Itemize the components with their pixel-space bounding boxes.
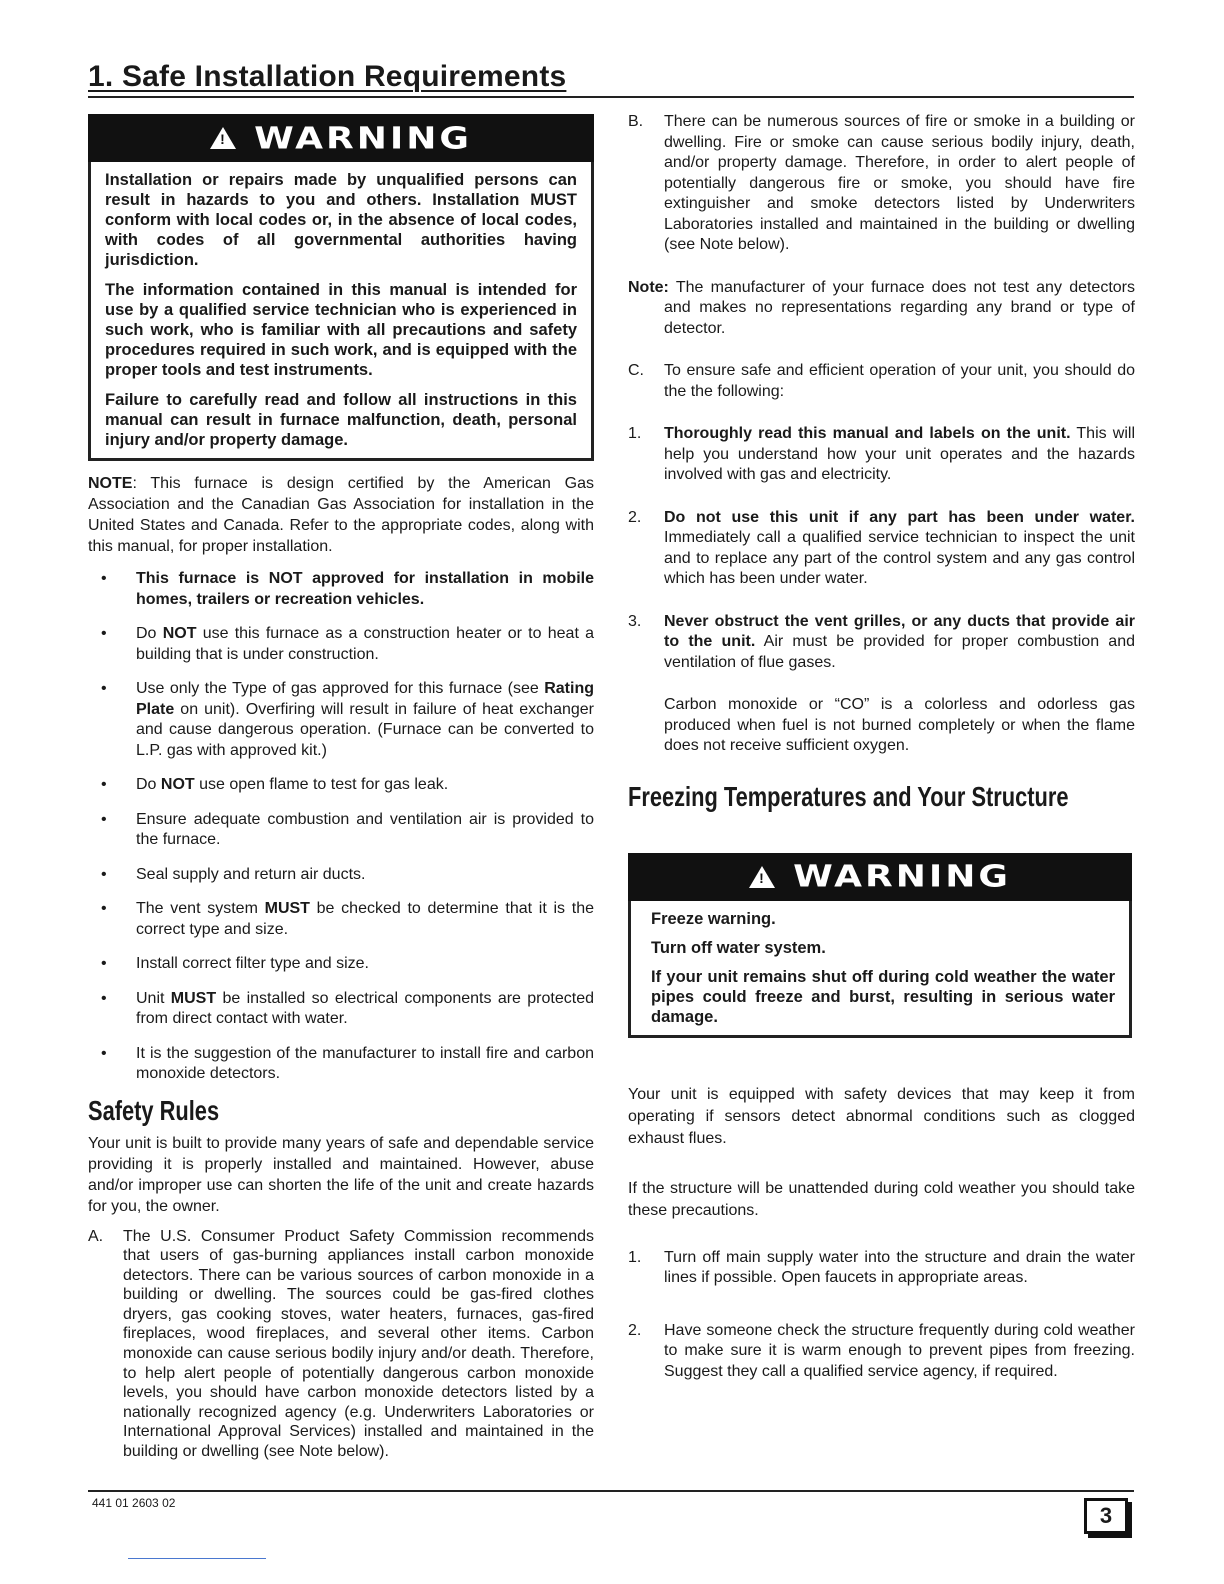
detector-note	[628, 278, 1135, 340]
list-item	[88, 954, 594, 975]
bullet-text: Install correct filter type and size.	[136, 955, 369, 972]
warning-paragraph: Failure to carefully read and follow all instructions in this manual can result in furnace malfunction, death, personal injury and/or property damage.	[105, 391, 577, 449]
page-title-bar	[88, 60, 1134, 98]
item-label: C.	[628, 362, 644, 379]
right-column	[628, 112, 1135, 1382]
bullet-text: The vent system	[136, 900, 265, 917]
item-label: 3.	[628, 612, 642, 630]
list-item	[88, 899, 594, 940]
bullet-text: on unit). Overfiring will result in failure of heat exchanger and cause dangerous operation. (Furnace can be converted to L.P. gas with approved kit.)	[136, 700, 594, 759]
bullet-emphasis: Rating Plate	[136, 680, 594, 718]
safety-rules-heading: Safety Rules	[88, 1094, 220, 1126]
item-text: Have someone check the structure frequently during cold weather to make sure it is warm enough to prevent pipes from freezing. Suggest they call a qualified service agency, if required.	[664, 1321, 1135, 1380]
bullet-icon: •	[101, 680, 107, 697]
freezing-heading: Freezing Temperatures and Your Structure	[628, 780, 1069, 812]
note-label: NOTE	[88, 475, 133, 492]
freeze-step	[628, 1248, 1135, 1289]
bullet-text: Do	[136, 625, 163, 642]
list-item	[88, 624, 594, 665]
item-text: Turn off main supply water into the structure and drain the water lines if possible. Open faucets in appropriate areas.	[664, 1248, 1135, 1286]
item-label: A.	[88, 1227, 104, 1245]
step-emphasis: Do not use this unit if any part has been under water.	[664, 508, 1135, 526]
bullet-text: use this furnace as a construction heater or to heat a building that is under construction.	[136, 625, 595, 663]
footer-line	[128, 1558, 266, 1559]
freeze-warning-box	[628, 853, 1132, 1038]
warning-paragraph: If your unit remains shut off during cold weather the water pipes could freeze and burst, resulting in serious water damage.	[651, 967, 1115, 1026]
bullet-text: Use only the Type of gas approved for this furnace (see	[136, 680, 545, 697]
requirements-list	[88, 569, 594, 1085]
item-text: Air must be provided for proper combustion and ventilation of flue gases.	[664, 633, 1136, 671]
warning-banner	[88, 114, 594, 162]
warning-banner	[628, 853, 1132, 901]
bullet-icon: •	[101, 900, 107, 917]
item-label: 1.	[628, 1248, 642, 1266]
bullet-icon: •	[101, 810, 107, 828]
bullet-icon: •	[101, 570, 107, 587]
warning-paragraph: The information contained in this manual is intended for use by a qualified service technician who is experienced in such work, who is familiar with all precautions and safety procedures required in such work, and is equipped with the proper tools and test instruments.	[105, 281, 577, 379]
bullet-text: be installed so electrical components are protected from direct contact with water.	[136, 989, 594, 1027]
bullet-icon: •	[101, 865, 107, 883]
freeze-step	[628, 1321, 1135, 1383]
step-item	[628, 424, 1135, 486]
list-item	[88, 989, 594, 1030]
bullet-text: Ensure adequate combustion and ventilation air is provided to the furnace.	[136, 810, 594, 848]
list-item	[88, 679, 594, 761]
bullet-icon: •	[101, 955, 107, 972]
list-item	[88, 810, 594, 851]
safety-item-a	[88, 1227, 594, 1462]
warning-paragraph: Freeze warning.	[651, 909, 776, 928]
item-label: B.	[628, 113, 644, 130]
bullet-text: Seal supply and return air ducts.	[136, 865, 366, 883]
safety-item-b	[628, 112, 1135, 256]
co-paragraph	[628, 695, 1135, 757]
bullet-text: It is the suggestion of the manufacturer to install fire and carbon monoxide detectors.	[136, 1044, 594, 1082]
warning-heading: WARNING	[254, 120, 472, 156]
warning-triangle-icon	[210, 127, 236, 149]
step-emphasis: Never obstruct the vent grilles, or any ducts that provide air to the unit.	[664, 612, 1135, 650]
bullet-icon: •	[101, 776, 107, 793]
page-title: 1. Safe Installation Requirements	[88, 60, 567, 93]
note-paragraph	[88, 473, 594, 557]
step-item	[628, 612, 1135, 674]
list-item	[88, 1044, 594, 1085]
item-text: There can be numerous sources of fire or smoke in a building or dwelling. Fire or smoke can cause serious bodily injury, death, and/or property damage. Therefore, in order to alert people of potentially dangerous fire or smoke, you should have fire extinguisher and smoke detectors listed by Underwriters Laboratories installed and maintained in the building or dwelling (see Note below).	[664, 113, 1135, 253]
bullet-icon: •	[101, 1044, 107, 1062]
bullet-text: use open flame to test for gas leak.	[194, 776, 449, 793]
note-text: : This furnace is design certified by the American Gas Association and the Canadian Gas Association for installation in the United States and Canada. Refer to the appropriate codes, along with this manual, for proper installation.	[88, 475, 594, 555]
bullet-emphasis: NOT	[160, 776, 195, 793]
step-emphasis: Thoroughly read this manual and labels on the unit.	[664, 425, 1071, 442]
bullet-text: Do	[136, 776, 161, 793]
list-item	[88, 775, 594, 796]
item-text: The U.S. Consumer Product Safety Commission recommends that users of gas-burning appliances install carbon monoxide detectors. There can be various sources of carbon monoxide in a building or dwelling. The sources could be gas-fired clothes dryers, gas cooking stoves, water heaters, furnaces, gas-fired fireplaces, wood fireplaces, and several other items. Carbon monoxide can cause serious bodily injury and/or death. Therefore, to help alert people of potentially dangerous carbon monoxide levels, you should have carbon monoxide detectors listed by a nationally recognized agency (e.g. Underwriters Laboratories or International Approval Services) installed and maintained in the building or dwelling (see Note below).	[123, 1227, 594, 1461]
left-column	[88, 114, 594, 1462]
note-text	[628, 279, 1135, 337]
step-item	[628, 508, 1135, 590]
bullet-emphasis: NOT	[162, 625, 197, 642]
warning-triangle-icon	[749, 866, 775, 888]
footer-rule	[88, 1490, 1134, 1492]
item-text: Carbon monoxide or “CO” is a colorless and odorless gas produced when fuel is not burned completely or when the flame does not receive sufficient oxygen.	[664, 696, 1135, 754]
freeze-paragraph: Your unit is equipped with safety devices that may keep it from operating if sensors detect abnormal conditions such as clogged exhaust flues.	[628, 1085, 1135, 1147]
bullet-text: Unit	[136, 989, 171, 1007]
bullet-icon: •	[101, 625, 107, 642]
safety-item-c	[628, 361, 1135, 402]
item-text: To ensure safe and efficient operation of your unit, you should do the the following:	[664, 362, 1135, 400]
item-label: 2.	[628, 1321, 642, 1339]
item-label: 2.	[628, 508, 642, 526]
warning-paragraph: Turn off water system.	[651, 938, 826, 957]
bullet-emphasis: MUST	[264, 900, 310, 917]
note-body: The manufacturer of your furnace does not test any detectors and makes no representations regarding any brand or type of detector.	[664, 278, 1135, 337]
warning-heading: WARNING	[793, 859, 1011, 894]
list-item	[88, 569, 594, 610]
bullet-text: be checked to determine that it is the correct type and size.	[136, 900, 594, 938]
installation-warning-box	[88, 114, 594, 461]
warning-paragraph: Installation or repairs made by unqualified persons can result in hazards to you and others. Installation MUST conform with local codes or, in the absence of local codes, with codes of all governmental authorities having jurisdiction.	[105, 171, 577, 269]
safety-rules-intro: Your unit is built to provide many years of safe and dependable service providing it is properly installed and maintained. However, abuse and/or improper use can shorten the life of the unit and create hazards for you, the owner.	[88, 1134, 594, 1215]
note-label: Note:	[628, 278, 669, 296]
page-number: 3	[1084, 1498, 1128, 1534]
bullet-emphasis: MUST	[170, 989, 217, 1007]
bullet-icon: •	[101, 989, 107, 1007]
item-label: 1.	[628, 425, 642, 442]
bullet-text: This furnace is NOT approved for installation in mobile homes, trailers or recreation vehicles.	[136, 570, 594, 608]
item-text: This will help you understand how your unit operates and the hazards involved with gas and electricity.	[664, 425, 1135, 483]
list-item	[88, 865, 594, 886]
document-number: 441 01 2603 02	[92, 1496, 176, 1510]
freeze-paragraph: If the structure will be unattended during cold weather you should take these precautions.	[628, 1179, 1135, 1219]
item-text: Immediately call a qualified service technician to inspect the unit and to replace any part of the control system and any gas control which has been under water.	[664, 529, 1135, 587]
